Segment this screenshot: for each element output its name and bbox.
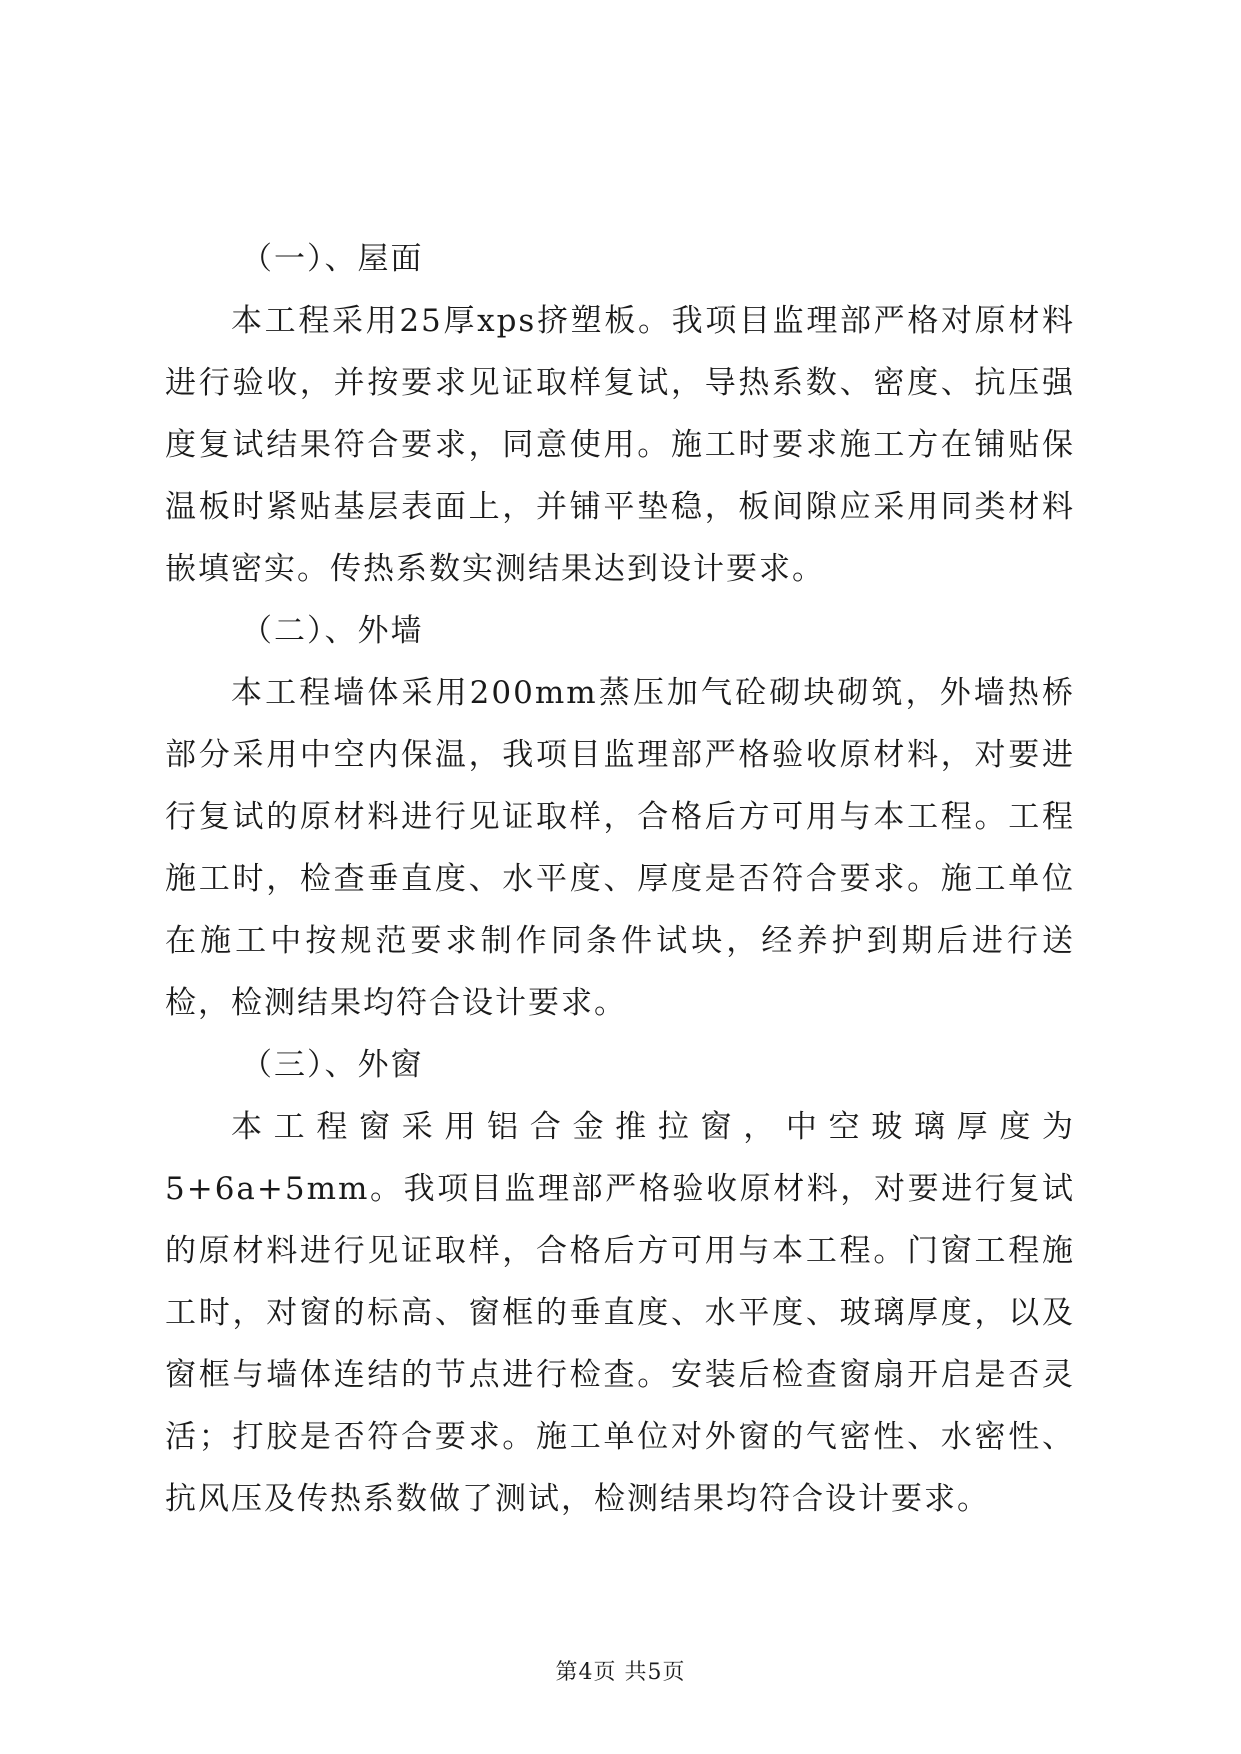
section-body-exterior-wall: 本工程墙体采用200mm蒸压加气砼砌块砌筑，外墙热桥部分采用中空内保温，我项目监理部严格验收原材料，对要进行复试的原材料进行见证取样，合格后方可用与本工程。工程施工时，检查垂直度、水平度、厚度是否符合要求。施工单位在施工中按规范要求制作同条件试块，经养护到期后进行送检，检测结果均符合设计要求。 — [165, 675, 1075, 1021]
section-heading-roof: （一）、屋面 — [241, 241, 424, 277]
section-heading-exterior-window: （三）、外窗 — [241, 1047, 424, 1083]
document-body — [165, 228, 1075, 1530]
section-body-roof: 本工程采用25厚xps挤塑板。我项目监理部严格对原材料进行验收，并按要求见证取样复试，导热系数、密度、抗压强度复试结果符合要求，同意使用。施工时要求施工方在铺贴保温板时紧贴基层表面上，并铺平垫稳，板间隙应采用同类材料嵌填密实。传热系数实测结果达到设计要求。 — [165, 303, 1075, 587]
section-body-exterior-window: 本工程窗采用铝合金推拉窗，中空玻璃厚度为5+6a+5mm。我项目监理部严格验收原材料，对要进行复试的原材料进行见证取样，合格后方可用与本工程。门窗工程施工时，对窗的标高、窗框的垂直度、水平度、玻璃厚度，以及窗框与墙体连结的节点进行检查。安装后检查窗扇开启是否灵活；打胶是否符合要求。施工单位对外窗的气密性、水密性、抗风压及传热系数做了测试，检测结果均符合设计要求。 — [165, 1109, 1075, 1517]
page-number-footer: 第4页 共5页 — [555, 1660, 686, 1685]
section-heading-exterior-wall: （二）、外墙 — [241, 613, 424, 649]
